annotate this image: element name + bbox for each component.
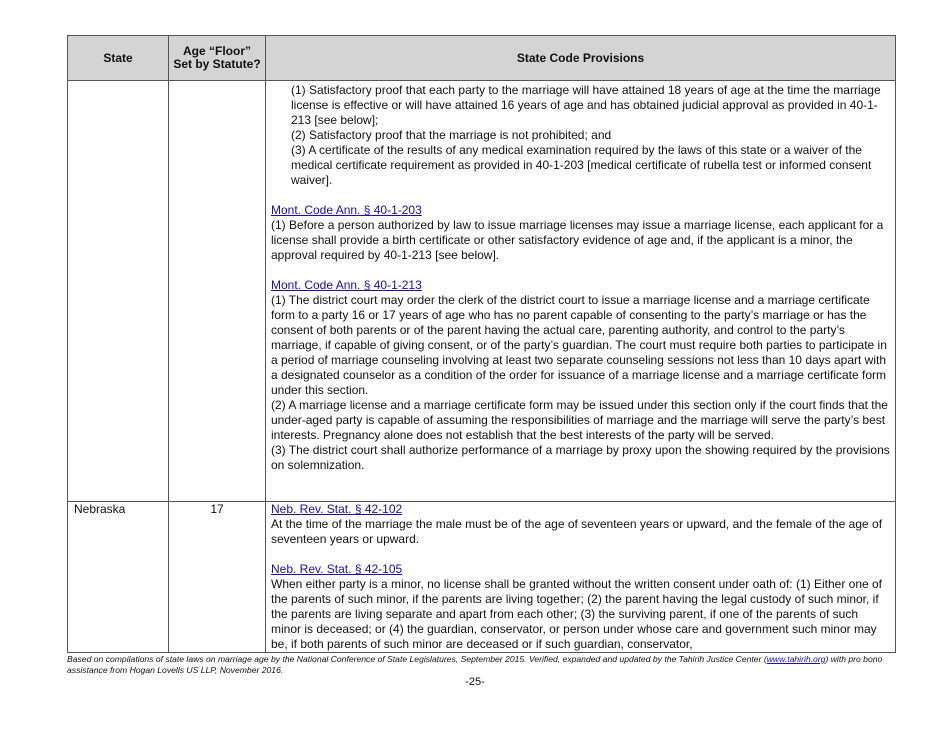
- header-provisions: State Code Provisions: [266, 36, 896, 81]
- age-cell: [169, 81, 266, 502]
- provision-text: (2) A marriage license and a marriage certificate form may be issued under this section only if the court finds that the under-aged party is capable of assuming the responsibilities of marriage and the marriage will serve the party’s best interests. Pregnancy alone does not establish that the best interests of the party will be served.: [271, 398, 888, 442]
- provision-item: (2) Satisfactory proof that the marriage is not prohibited; and: [291, 128, 612, 142]
- provisions-cell: [266, 81, 896, 502]
- provision-text: (3) The district court shall authorize performance of a marriage by proxy upon the showing required by the provisions on solemnization.: [271, 443, 890, 472]
- citation-link-nrs-42-102[interactable]: Neb. Rev. Stat. § 42-102: [271, 502, 403, 516]
- header-age-floor: Age “Floor” Set by Statute?: [169, 36, 266, 81]
- provision-text: (1) The district court may order the clerk of the district court to issue a marriage license and a marriage certificate form to a party 16 or 17 years of age who has no parent capable of consenting to the party’s marriage or has the consent of both parents or of the parent having the actual care, parenting authority, and control to the party’s marriage, if capable of giving consent, or of the party’s guardian. The court must require both parties to participate in a period of marriage counseling involving at least two separate counseling sessions not less than 10 days apart with a designated counselor as a condition of the order for issuance of a marriage license and a marriage certificate form under this section.: [271, 293, 887, 397]
- citation-link-nrs-42-105[interactable]: Neb. Rev. Stat. § 42-105: [271, 562, 403, 576]
- state-cell: Nebraska: [68, 502, 169, 653]
- header-state: State: [68, 36, 169, 81]
- provisions-cell: [266, 502, 896, 653]
- table-row-nebraska: [68, 502, 896, 653]
- footnote-text: Based on compilations of state laws on marriage age by the National Conference of State Legislatures, September 2015. Verified, expanded and updated by the Tahirih Justice Center (: [67, 654, 767, 664]
- citation-link-mca-40-1-203[interactable]: Mont. Code Ann. § 40-1-203: [271, 203, 422, 217]
- marriage-age-table: [67, 35, 896, 653]
- page-number: -25-: [465, 676, 485, 688]
- provision-text: At the time of the marriage the male must be of the age of seventeen years or upward, and the female of the age of seventeen years or upward.: [271, 517, 883, 546]
- provision-text: When either party is a minor, no license shall be granted without the written consent under oath of: (1) Either one of the parents of such minor, if the parents are living together; (2) the parent having the legal custody of such minor, if the parents are living separate and apart from each other; (3) the surviving parent, if one of the parents of such minor is deceased; or (4) the guardian, conservator, or person under whose care and government such minor may be, if both parents of such minor are deceased or if such guardian, conservator,: [271, 577, 883, 651]
- age-cell: 17: [169, 502, 266, 653]
- provision-item: (1) Satisfactory proof that each party to the marriage will have attained 18 years of age at the time the marriage license is effective or will have attained 16 years of age and has obtained judicial approval as provided in 40-1-213 [see below];: [291, 83, 881, 127]
- state-cell: [68, 81, 169, 502]
- footnote-website-link[interactable]: www.tahirih.org: [766, 654, 826, 664]
- citation-link-mca-40-1-213[interactable]: Mont. Code Ann. § 40-1-213: [271, 278, 422, 292]
- footnote: [67, 654, 895, 676]
- footnote-text: ) with pro bono assistance from Hogan Lovells US LLP, November 2016.: [67, 654, 883, 675]
- table-row-montana-continued: [68, 81, 896, 502]
- provision-text: (1) Before a person authorized by law to issue marriage licenses may issue a marriage license, each applicant for a license shall provide a birth certificate or other satisfactory evidence of age and, if the applicant is a minor, the approval required by 40-1-213 [see below].: [271, 218, 884, 262]
- provision-item: (3) A certificate of the results of any medical examination required by the laws of this state or a waiver of the medical certificate requirement as provided in 40-1-203 [medical certificate of rubella test or informed consent waiver].: [291, 143, 872, 187]
- table-header-row: [68, 36, 896, 81]
